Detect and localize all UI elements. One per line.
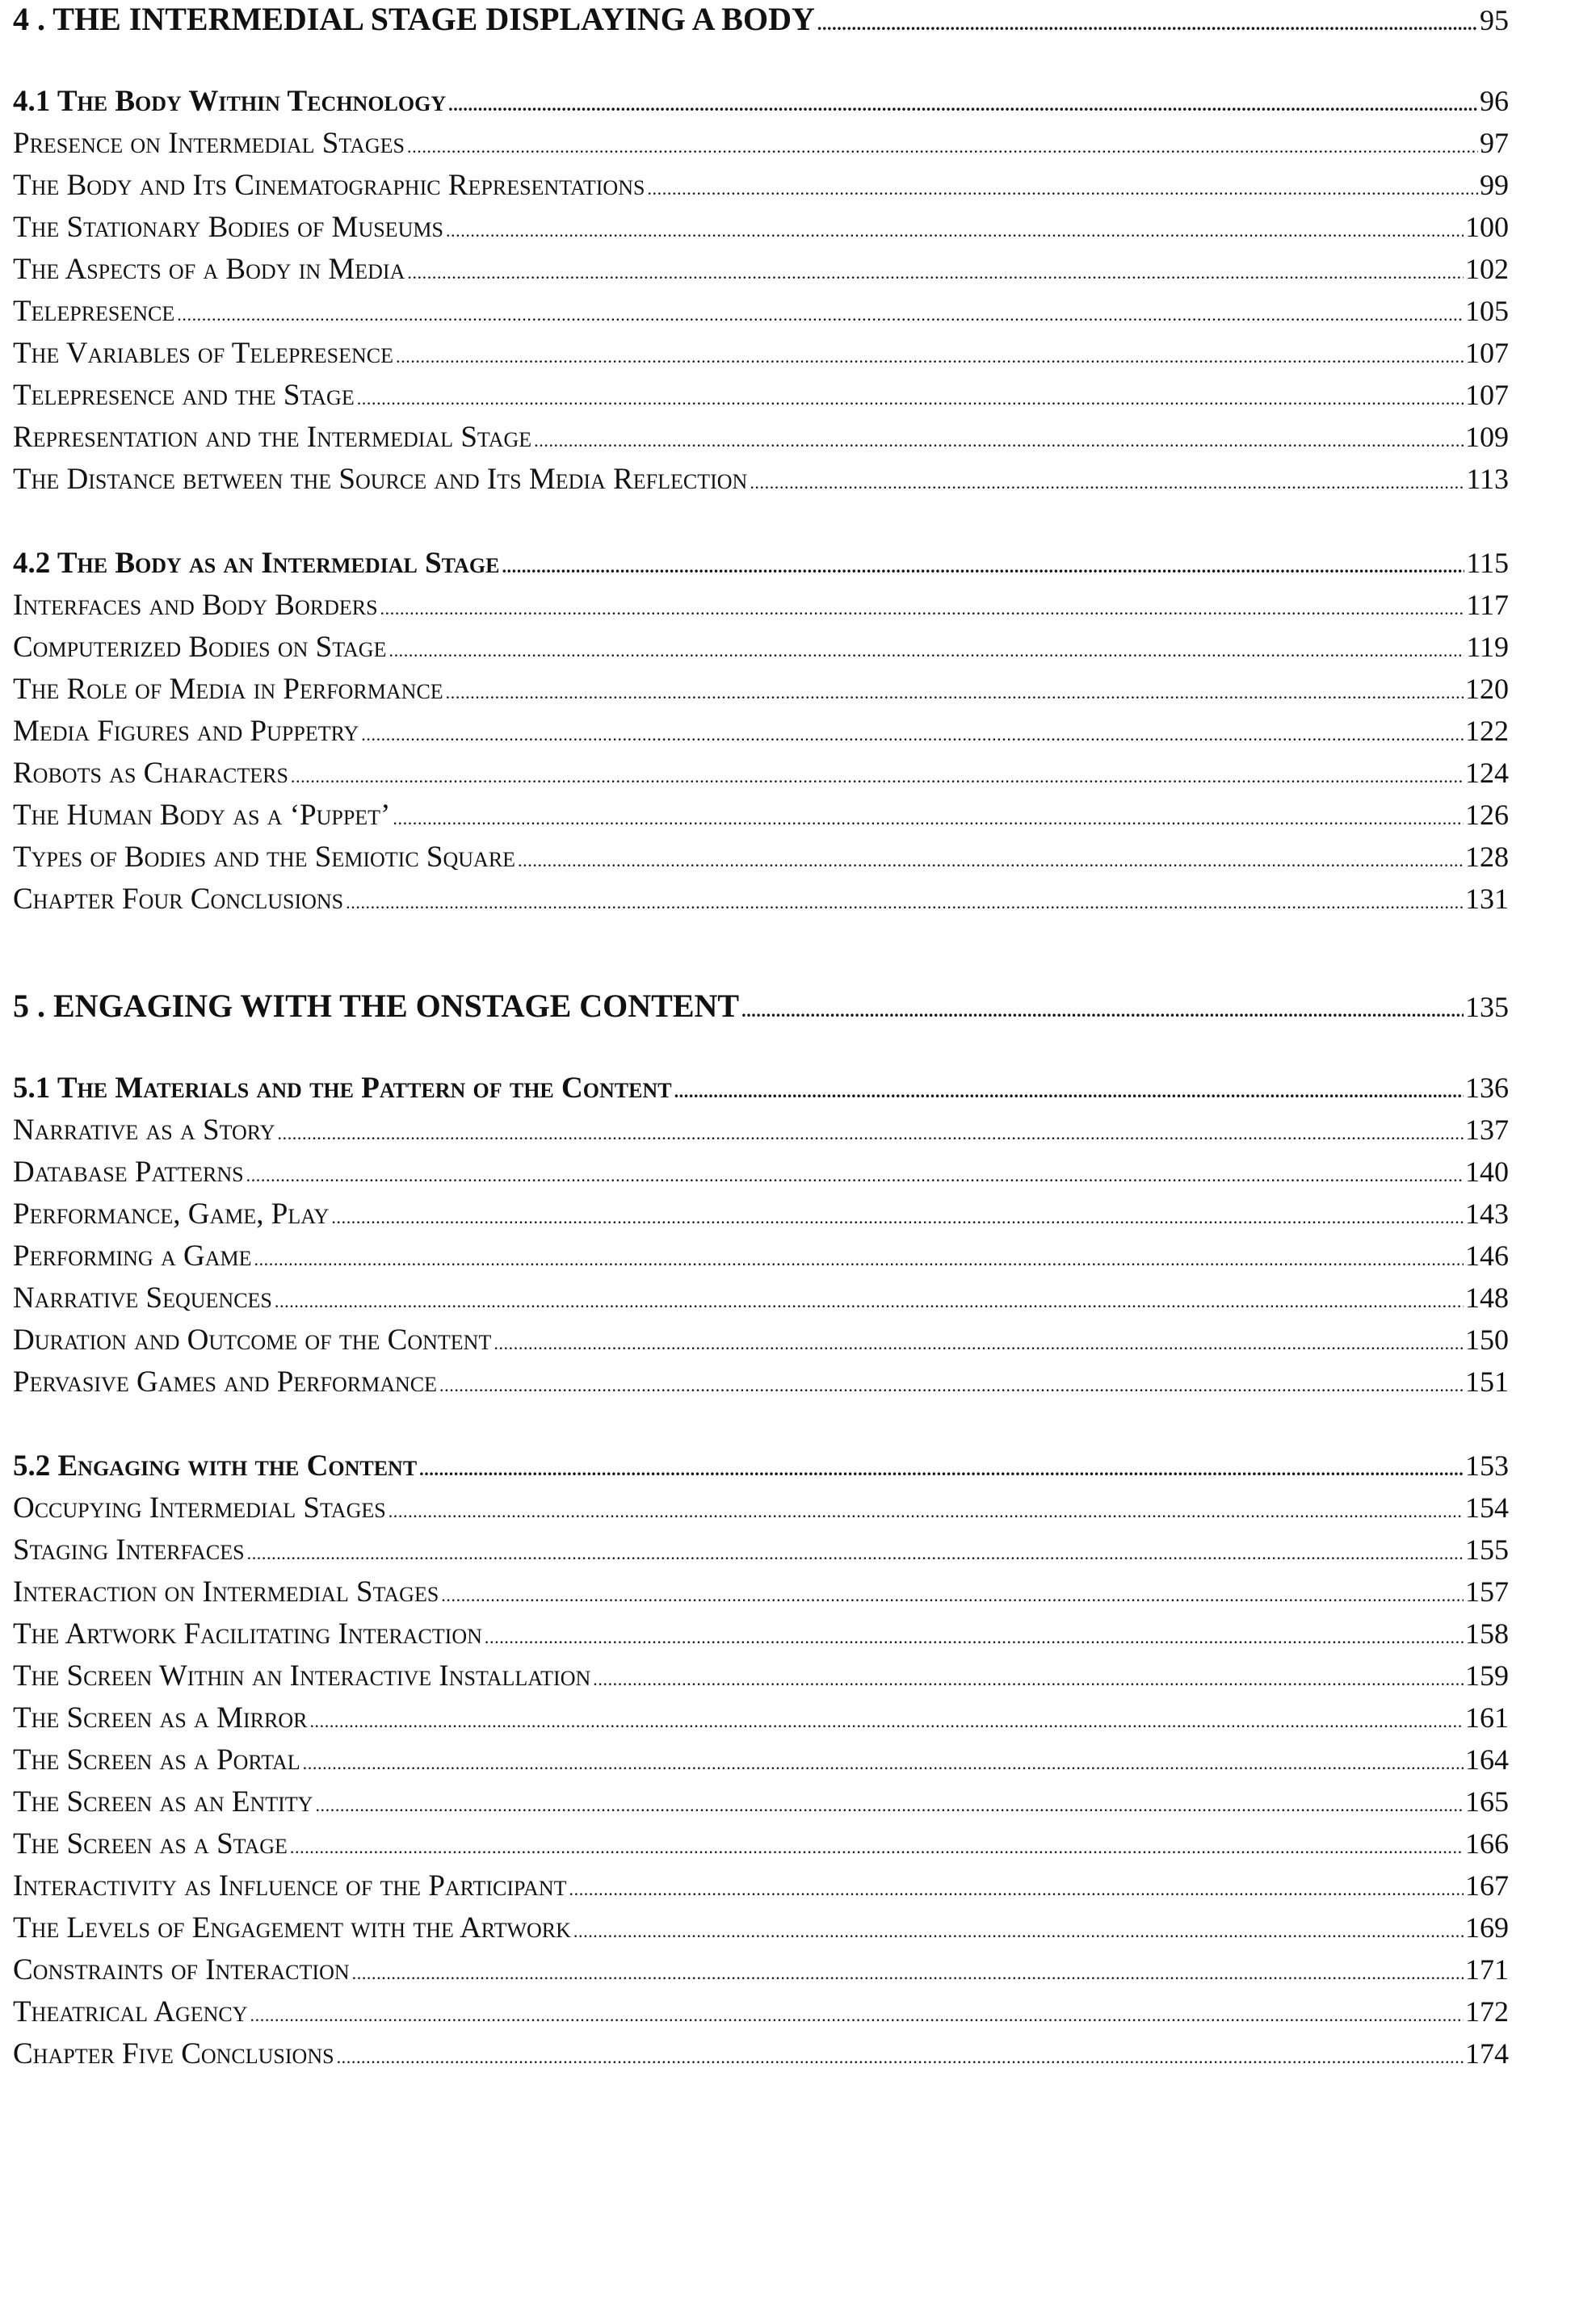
toc-section-entry[interactable]: [13, 546, 1509, 588]
toc-entry-page-number: 143: [1465, 1198, 1509, 1230]
dot-leader: [750, 462, 1464, 497]
toc-item-entry[interactable]: [13, 2037, 1509, 2079]
toc-entry-title: Interaction on Intermedial Stages: [13, 1575, 439, 1609]
dot-leader: [502, 546, 1464, 581]
toc-item-entry[interactable]: [13, 420, 1509, 462]
toc-item-entry[interactable]: [13, 462, 1509, 504]
toc-entry-page-number: 151: [1465, 1365, 1509, 1398]
toc-entry-title: Database Patterns: [13, 1156, 244, 1189]
toc-entry-page-number: 153: [1465, 1449, 1509, 1482]
toc-entry-page-number: 128: [1465, 841, 1509, 873]
toc-entry-title: The Screen as a Mirror: [13, 1701, 308, 1735]
toc-item-entry[interactable]: [13, 252, 1509, 294]
toc-entry-page-number: 146: [1465, 1240, 1509, 1272]
dot-leader: [441, 1575, 1464, 1609]
toc-entry-title: The Body and Its Cinematographic Representations: [13, 169, 645, 202]
toc-item-entry[interactable]: [13, 1701, 1509, 1743]
toc-entry-page-number: 109: [1465, 421, 1509, 453]
toc-item-entry[interactable]: [13, 1239, 1509, 1281]
dot-leader: [439, 1365, 1464, 1399]
toc-item-entry[interactable]: [13, 1365, 1509, 1407]
dot-leader: [388, 630, 1464, 665]
toc-item-entry[interactable]: [13, 1491, 1509, 1533]
toc-entry-page-number: 120: [1465, 673, 1509, 705]
toc-item-entry[interactable]: [13, 1617, 1509, 1659]
dot-leader: [419, 1449, 1464, 1483]
dot-leader: [337, 2037, 1464, 2071]
toc-entry-page-number: 140: [1465, 1156, 1509, 1188]
toc-entry-title: 4.1 The Body Within Technology: [13, 85, 447, 118]
toc-item-entry[interactable]: [13, 630, 1509, 672]
dot-leader: [446, 210, 1464, 245]
toc-entry-title: 5.2 Engaging with the Content: [13, 1449, 418, 1483]
toc-entry-title: 5.1 The Materials and the Pattern of the Content: [13, 1072, 672, 1105]
dot-leader: [315, 1785, 1464, 1819]
toc-item-entry[interactable]: [13, 1197, 1509, 1239]
dot-leader: [361, 714, 1464, 749]
toc-entry-page-number: 135: [1465, 991, 1509, 1023]
dot-leader: [446, 672, 1464, 707]
toc-entry-page-number: 102: [1465, 253, 1509, 285]
toc-entry-page-number: 137: [1465, 1114, 1509, 1146]
toc-entry-page-number: 171: [1465, 1953, 1509, 1986]
toc-item-entry[interactable]: [13, 714, 1509, 756]
toc-item-entry[interactable]: [13, 1785, 1509, 1827]
toc-item-entry[interactable]: [13, 294, 1509, 336]
toc-entry-title: Interfaces and Body Borders: [13, 589, 378, 622]
toc-item-entry[interactable]: [13, 588, 1509, 630]
toc-entry-title: 4.2 The Body as an Intermedial Stage: [13, 547, 500, 580]
toc-item-entry[interactable]: [13, 1827, 1509, 1869]
dot-leader: [817, 0, 1478, 38]
toc-entry-title: Chapter Five Conclusions: [13, 2037, 334, 2070]
toc-entry-title: Presence on Intermedial Stages: [13, 127, 405, 160]
toc-entry-page-number: 157: [1465, 1575, 1509, 1608]
toc-entry-title: Narrative as a Story: [13, 1114, 275, 1147]
toc-item-entry[interactable]: [13, 840, 1509, 882]
toc-entry-page-number: 107: [1465, 337, 1509, 369]
toc-entry-title: Staging Interfaces: [13, 1533, 245, 1567]
dot-leader: [393, 798, 1464, 833]
toc-entry-title: Media Figures and Puppetry: [13, 715, 359, 748]
toc-entry-page-number: 126: [1465, 799, 1509, 831]
dot-leader: [388, 1491, 1464, 1525]
toc-item-entry[interactable]: [13, 126, 1509, 168]
dot-leader: [254, 1239, 1464, 1273]
toc-entry-page-number: 95: [1480, 4, 1509, 36]
toc-entry-title: The Screen as a Portal: [13, 1743, 300, 1777]
toc-entry-title: The Levels of Engagement with the Artwork: [13, 1911, 571, 1944]
toc-item-entry[interactable]: [13, 378, 1509, 420]
toc-entry-page-number: 174: [1465, 2037, 1509, 2070]
dot-leader: [290, 1827, 1464, 1861]
dot-leader: [593, 1659, 1464, 1693]
dot-leader: [534, 420, 1464, 455]
toc-entry-title: The Distance between the Source and Its Media Reflection: [13, 463, 748, 496]
dot-leader: [407, 126, 1478, 161]
dot-leader: [346, 882, 1464, 917]
toc-spacer: [13, 924, 1509, 987]
dot-leader: [396, 336, 1464, 371]
toc-item-entry[interactable]: [13, 210, 1509, 252]
toc-item-entry[interactable]: [13, 1155, 1509, 1197]
toc-entry-page-number: 164: [1465, 1743, 1509, 1776]
dot-leader: [380, 588, 1465, 623]
toc-entry-page-number: 100: [1465, 211, 1509, 243]
dot-leader: [494, 1323, 1464, 1357]
toc-item-entry[interactable]: [13, 1323, 1509, 1365]
toc-entry-title: Interactivity as Influence of the Participant: [13, 1869, 567, 1902]
toc-entry-title: The Role of Media in Performance: [13, 673, 443, 706]
toc-entry-title: Constraints of Interaction: [13, 1953, 350, 1986]
toc-section-entry[interactable]: [13, 84, 1509, 126]
dot-leader: [309, 1701, 1464, 1735]
toc-item-entry[interactable]: [13, 1743, 1509, 1785]
toc-entry-title: Narrative Sequences: [13, 1282, 272, 1315]
toc-entry-title: The Human Body as a ‘Puppet’: [13, 799, 391, 832]
toc-entry-page-number: 169: [1465, 1911, 1509, 1944]
dot-leader: [246, 1155, 1464, 1189]
toc-entry-page-number: 105: [1465, 295, 1509, 327]
toc-entry-page-number: 154: [1465, 1491, 1509, 1524]
dot-leader: [247, 1533, 1464, 1567]
toc-entry-page-number: 115: [1466, 547, 1509, 579]
toc-item-entry[interactable]: [13, 1575, 1509, 1617]
toc-entry-title: Robots as Characters: [13, 757, 288, 790]
toc-entry-page-number: 119: [1466, 631, 1509, 663]
toc-entry-page-number: 122: [1465, 715, 1509, 747]
toc-item-entry[interactable]: [13, 1953, 1509, 1995]
toc-entry-page-number: 150: [1465, 1324, 1509, 1356]
toc-entry-page-number: 167: [1465, 1869, 1509, 1902]
toc-entry-title: 4 . THE INTERMEDIAL STAGE DISPLAYING A BODY: [13, 1, 815, 37]
dot-leader: [573, 1911, 1464, 1945]
toc-entry-title: 5 . ENGAGING WITH THE ONSTAGE CONTENT: [13, 988, 740, 1024]
toc-item-entry[interactable]: [13, 1113, 1509, 1155]
toc-item-entry[interactable]: [13, 756, 1509, 798]
dot-leader: [250, 1995, 1464, 2029]
toc-entry-page-number: 124: [1465, 757, 1509, 789]
toc-item-entry[interactable]: [13, 1533, 1509, 1575]
toc-chapter-entry[interactable]: [13, 987, 1509, 1029]
dot-leader: [741, 987, 1464, 1025]
dot-leader: [448, 84, 1478, 119]
toc-entry-title: The Screen Within an Interactive Installation: [13, 1659, 591, 1693]
toc-item-entry[interactable]: [13, 1281, 1509, 1323]
toc-entry-title: Theatrical Agency: [13, 1995, 248, 2028]
toc-entry-page-number: 165: [1465, 1785, 1509, 1818]
toc-entry-title: The Screen as an Entity: [13, 1785, 313, 1819]
toc-spacer: [13, 1407, 1509, 1449]
toc-entry-title: The Stationary Bodies of Museums: [13, 211, 443, 244]
toc-entry-title: The Screen as a Stage: [13, 1827, 288, 1860]
table-of-contents: [13, 0, 1509, 2079]
toc-spacer: [13, 1029, 1509, 1071]
toc-entry-title: Pervasive Games and Performance: [13, 1365, 438, 1399]
toc-entry-title: Representation and the Intermedial Stage: [13, 421, 532, 454]
toc-entry-page-number: 131: [1465, 883, 1509, 915]
dot-leader: [674, 1071, 1464, 1105]
toc-entry-page-number: 155: [1465, 1533, 1509, 1566]
toc-entry-page-number: 166: [1465, 1827, 1509, 1860]
toc-item-entry[interactable]: [13, 1995, 1509, 2037]
toc-entry-page-number: 159: [1465, 1659, 1509, 1692]
dot-leader: [485, 1617, 1464, 1651]
toc-entry-title: The Aspects of a Body in Media: [13, 253, 405, 286]
toc-spacer: [13, 42, 1509, 84]
dot-leader: [331, 1197, 1464, 1231]
dot-leader: [647, 168, 1478, 203]
dot-leader: [177, 294, 1464, 329]
toc-entry-title: Duration and Outcome of the Content: [13, 1324, 492, 1357]
toc-entry-page-number: 161: [1465, 1701, 1509, 1734]
toc-item-entry[interactable]: [13, 672, 1509, 714]
toc-item-entry[interactable]: [13, 1659, 1509, 1701]
toc-item-entry[interactable]: [13, 1911, 1509, 1953]
toc-entry-title: Chapter Four Conclusions: [13, 883, 344, 916]
toc-entry-page-number: 136: [1465, 1072, 1509, 1104]
toc-section-entry[interactable]: [13, 1071, 1509, 1113]
dot-leader: [291, 756, 1464, 791]
toc-item-entry[interactable]: [13, 168, 1509, 210]
dot-leader: [518, 840, 1464, 875]
toc-entry-title: The Variables of Telepresence: [13, 337, 394, 370]
toc-item-entry[interactable]: [13, 882, 1509, 924]
toc-entry-title: Occupying Intermedial Stages: [13, 1491, 386, 1525]
toc-item-entry[interactable]: [13, 798, 1509, 840]
toc-entry-page-number: 117: [1466, 589, 1509, 621]
toc-entry-page-number: 97: [1480, 127, 1509, 159]
toc-entry-title: Telepresence: [13, 295, 175, 328]
dot-leader: [357, 378, 1464, 413]
toc-entry-page-number: 99: [1480, 169, 1509, 201]
toc-section-entry[interactable]: [13, 1449, 1509, 1491]
toc-entry-title: Telepresence and the Stage: [13, 379, 355, 412]
toc-entry-page-number: 158: [1465, 1617, 1509, 1650]
toc-entry-title: Performance, Game, Play: [13, 1198, 330, 1231]
toc-item-entry[interactable]: [13, 336, 1509, 378]
toc-entry-page-number: 148: [1465, 1282, 1509, 1314]
dot-leader: [275, 1281, 1464, 1315]
toc-item-entry[interactable]: [13, 1869, 1509, 1911]
dot-leader: [569, 1869, 1464, 1903]
toc-entry-page-number: 96: [1480, 85, 1509, 117]
toc-chapter-entry[interactable]: [13, 0, 1509, 42]
toc-entry-page-number: 172: [1465, 1995, 1509, 2028]
dot-leader: [407, 252, 1464, 287]
toc-entry-title: Types of Bodies and the Semiotic Square: [13, 841, 516, 874]
toc-entry-page-number: 113: [1466, 463, 1509, 495]
dot-leader: [352, 1953, 1464, 1987]
toc-entry-title: The Artwork Facilitating Interaction: [13, 1617, 482, 1651]
toc-entry-title: Performing a Game: [13, 1240, 252, 1273]
toc-entry-page-number: 107: [1465, 379, 1509, 411]
dot-leader: [278, 1113, 1464, 1147]
toc-entry-title: Computerized Bodies on Stage: [13, 631, 387, 664]
dot-leader: [303, 1743, 1464, 1777]
toc-spacer: [13, 504, 1509, 546]
